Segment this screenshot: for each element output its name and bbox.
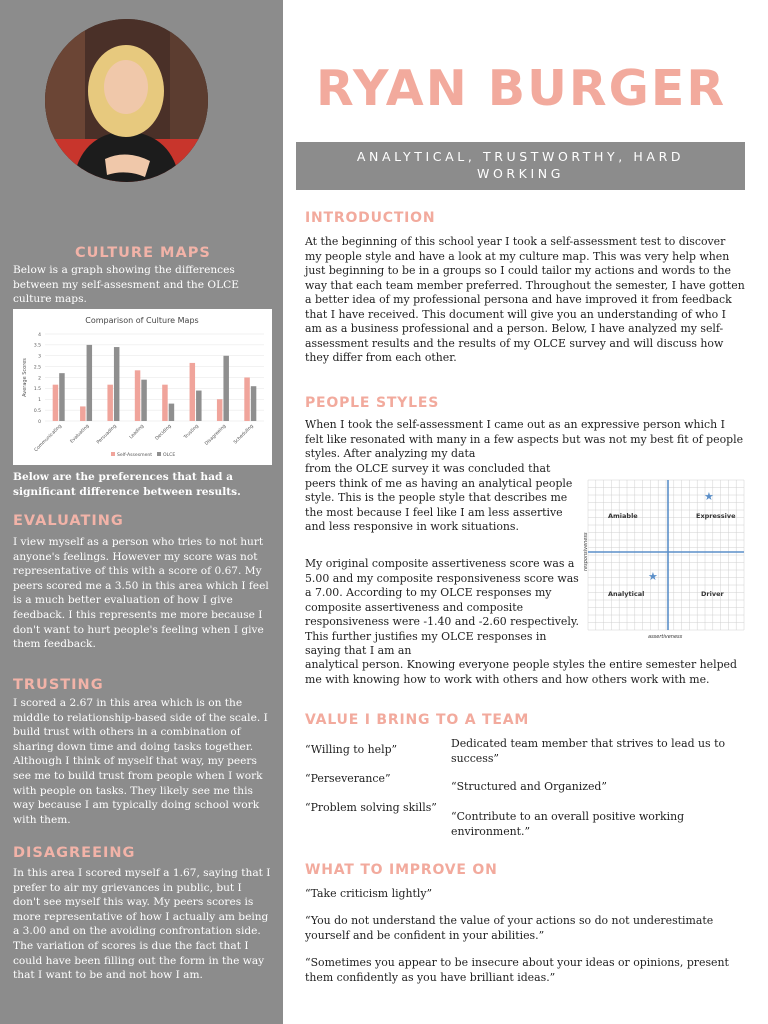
bar-self-assessment — [162, 385, 168, 421]
bar-self-assessment — [80, 406, 86, 421]
quadrant-analytical: Analytical — [608, 590, 645, 598]
x-tick-label: Deciding — [154, 423, 173, 442]
legend-label: Self-Assesment — [117, 453, 153, 458]
bar-olce — [59, 373, 65, 421]
chart-title: Comparison of Culture Maps — [85, 316, 199, 325]
bar-olce — [196, 391, 202, 421]
y-tick-label: 3.5 — [33, 343, 41, 349]
value-left-3: “Problem solving skills” — [305, 801, 437, 814]
assertiveness-axis-label: assertiveness — [648, 634, 683, 639]
improve-item-2: “You do not understand the value of your actions so do not underestimate yourself and be confident in your abilities.” — [305, 914, 714, 942]
trusting-heading: TRUSTING — [13, 677, 104, 693]
bar-olce — [169, 404, 175, 421]
x-tick-label: Evaluating — [69, 423, 91, 445]
value-right-2: “Structured and Organized” — [451, 780, 607, 793]
introduction-heading: INTRODUCTION — [305, 210, 436, 226]
bar-olce — [251, 386, 257, 421]
people-styles-para1-full: When I took the self-assessment I came out as an expressive person which I felt like resonated with many in a few aspects but was not my best fit of people styles. After analyzing my data — [305, 418, 744, 460]
evaluating-text: I view myself as a person who tries to not hurt anyone's feelings. However my score was not representative of this with a score of 0.67. My peers scored me a 3.50 in this area which I feel is a much better evaluation of how I give feedback. I this represents me more because I don't want to hurt people's feeling when I give them feedback. — [13, 536, 269, 651]
legend-swatch — [111, 452, 115, 456]
value-right-3: “Contribute to an overall positive working environment.” — [451, 810, 685, 838]
quadrant-amiable: Amiable — [608, 512, 638, 520]
sidebar — [0, 0, 283, 1024]
legend-label: OLCE — [163, 453, 176, 458]
people-style-grid-svg — [582, 476, 748, 639]
bar-olce — [87, 345, 93, 421]
value-heading: VALUE I BRING TO A TEAM — [305, 712, 530, 728]
value-left-2: “Perseverance” — [305, 772, 391, 785]
tagline-bar — [296, 142, 745, 190]
culture-map-chart — [13, 309, 272, 465]
bar-self-assessment — [190, 363, 196, 421]
improve-item-3: “Sometimes you appear to be insecure about your ideas or opinions, present them confidently as you have brilliant ideas.” — [305, 956, 729, 984]
value-left-1: “Willing to help” — [305, 743, 398, 756]
people-style-grid — [582, 476, 748, 639]
profile-photo-art — [45, 19, 208, 182]
person-name: RYAN BURGER — [315, 60, 727, 117]
y-tick-label: 1.5 — [33, 387, 41, 393]
bar-self-assessment — [107, 385, 113, 421]
y-tick-label: 1 — [38, 398, 41, 404]
disagreeing-text: In this area I scored myself a 1.67, saying that I prefer to air my grievances in public, but I don't see myself this way. My peers scores is more representative of how I actually am being a 3.00 and on the avoiding confrontation side. The variation of scores is due the fact that I could have been filling out the form in the way that I want to be and not how I am. — [13, 867, 271, 982]
x-tick-label: Communicating — [33, 423, 64, 454]
x-tick-label: Scheduling — [233, 423, 255, 446]
culture-maps-intro: Below is a graph showing the differences between my self-assesment and the OLCE culture maps. — [13, 264, 239, 306]
bar-olce — [223, 356, 229, 421]
x-tick-label: Leading — [128, 423, 146, 441]
y-tick-label: 0 — [38, 419, 41, 425]
people-styles-para1-wrap: from the OLCE survey it was concluded that peers think of me as having an analytical people style. This is the people style that describes me the most because I feel like I am less assertive and less responsive in work situations. — [305, 462, 573, 533]
y-axis-label: Average Scores — [22, 358, 28, 397]
people-styles-heading: PEOPLE STYLES — [305, 395, 440, 411]
responsiveness-axis-label: responsiveness — [583, 532, 589, 571]
culture-map-chart-svg — [13, 309, 272, 465]
significant-difference-note: Below are the preferences that had a significant difference between results. — [13, 471, 241, 498]
x-tick-label: Persuading — [96, 423, 118, 446]
quadrant-driver: Driver — [701, 590, 724, 598]
x-tick-label: Disagreeing — [204, 423, 228, 447]
tagline: ANALYTICAL, TRUSTWORTHY, HARD WORKING — [356, 149, 685, 181]
disagreeing-heading: DISAGREEING — [13, 845, 136, 861]
legend-swatch — [157, 452, 161, 456]
bar-self-assessment — [217, 399, 223, 421]
y-tick-label: 3 — [38, 354, 41, 360]
y-tick-label: 2 — [38, 376, 41, 382]
value-right-1: Dedicated team member that strives to lead us to success” — [451, 737, 726, 765]
evaluating-heading: EVALUATING — [13, 513, 124, 529]
y-tick-label: 4 — [38, 332, 41, 338]
quadrant-expressive: Expressive — [696, 512, 736, 520]
introduction-text: At the beginning of this school year I took a self-assessment test to discover my people style and have a look at my culture map. This was very help when just beginning to be in a groups so I could tailor my actions and words to the way that each team member preferred. Throughout the semester, I have gotten a better idea of my professional persona and have improved it from feedback that I have received. This document will give you an understanding of who I am as a business professional and a person. Below, I have analyzed my self-assessment results and the results of my OLCE survey and will discuss how they differ from each other. — [305, 235, 745, 364]
self-assessment-star-icon: ★ — [704, 490, 714, 503]
y-tick-label: 2.5 — [33, 365, 41, 371]
culture-maps-heading: CULTURE MAPS — [75, 245, 211, 261]
x-tick-label: Trusting — [183, 423, 200, 441]
bar-self-assessment — [53, 385, 59, 421]
people-styles-para2-full: analytical person. Knowing everyone people styles the entire semester helped me with knowing how to work with others and how others work with me. — [305, 658, 737, 686]
trusting-text: I scored a 2.67 in this area which is on the middle to relationship-based side of the scale. I build trust with others in a combination of sharing down time and doing tasks together. Although I think of myself that way, my peers see me to build trust from people when I work with people on tasks. They likely see me this way because I am typically doing school work with them. — [13, 697, 268, 826]
improve-item-1: “Take criticism lightly” — [305, 887, 433, 900]
y-tick-label: 0.5 — [33, 408, 41, 414]
bar-olce — [141, 380, 147, 421]
profile-photo — [45, 19, 208, 182]
bar-olce — [114, 347, 120, 421]
bar-self-assessment — [135, 370, 141, 421]
bar-self-assessment — [244, 378, 250, 422]
people-styles-para2-wrap: My original composite assertiveness score was a 5.00 and my composite responsiveness score was a 7.00. According to my OLCE responses my composite assertiveness and composite responsiveness were -1.40 and -2.60 respectively. This further justifies my OLCE responses in saying that I am an — [305, 557, 580, 657]
olce-star-icon: ★ — [648, 570, 658, 583]
improve-heading: WHAT TO IMPROVE ON — [305, 862, 498, 878]
